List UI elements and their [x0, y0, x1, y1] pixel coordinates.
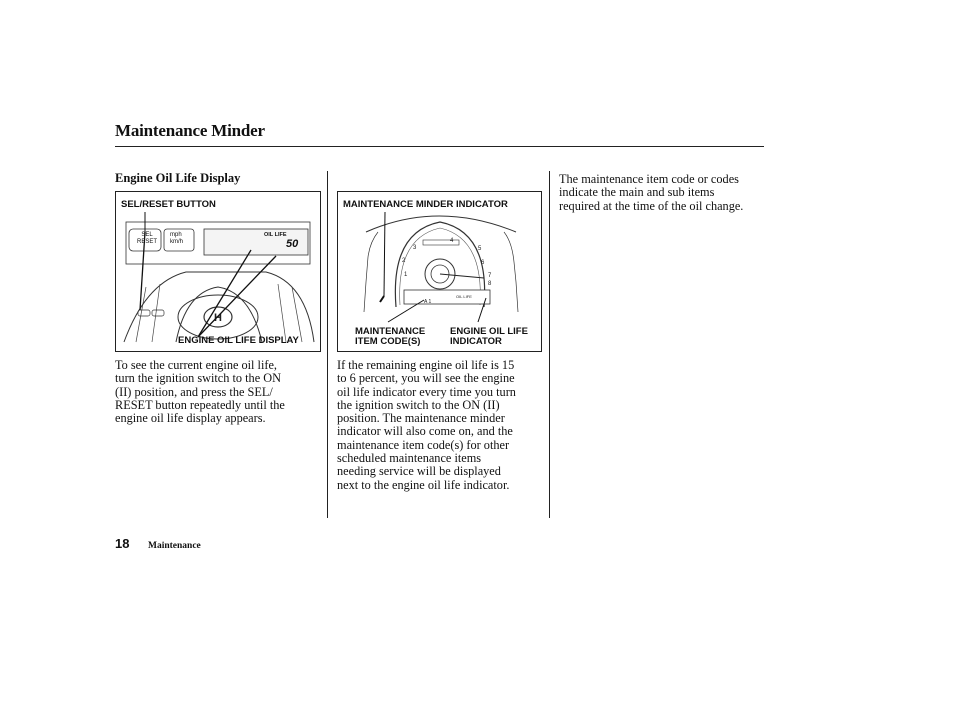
sel-reset-figure [115, 191, 321, 352]
engine-oil-life-indicator-label: ENGINE OIL LIFE INDICATOR [450, 326, 528, 347]
svg-text:OIL LIFE: OIL LIFE [456, 294, 472, 299]
oil-life-value: 50 [286, 238, 299, 250]
maintenance-item-codes-label: MAINTENANCE ITEM CODE(S) [355, 326, 426, 347]
dashboard-illustration [116, 192, 320, 351]
page-number: 18 [115, 536, 130, 551]
svg-text:5: 5 [478, 246, 482, 252]
column2-paragraph: If the remaining engine oil life is 15 to 6 percent, you will see the engine oil life indicator every time you turn the ignition switch to the ON (II) position. The maintenance minder indicator will also come on, and the maintenance item code(s) for other scheduled maintenance items needing service will be displayed next to the engine oil life indicator. [337, 358, 516, 492]
engine-oil-life-display-label: ENGINE OIL LIFE DISPLAY [178, 335, 299, 346]
svg-text:1: 1 [404, 272, 408, 278]
svg-text:6: 6 [481, 260, 485, 266]
sel-reset-button-text: SEL RESET [137, 232, 158, 245]
svg-text:2: 2 [402, 258, 406, 264]
svg-text:7: 7 [488, 273, 492, 279]
column-divider-right [549, 171, 550, 518]
svg-text:A 1: A 1 [424, 299, 432, 305]
page-title: Maintenance Minder [115, 121, 265, 140]
column1-paragraph: To see the current engine oil life, turn the ignition switch to the ON (II) position, and press the SEL/ RESET button repeatedly until the engine oil life display appears. [115, 358, 285, 426]
maintenance-minder-figure [337, 191, 542, 352]
svg-text:H: H [214, 312, 222, 324]
svg-text:3: 3 [413, 245, 417, 251]
column3-paragraph: The maintenance item code or codes indicate the main and sub items required at the time of the oil change. [559, 172, 744, 213]
sel-reset-button-label: SEL/RESET BUTTON [121, 199, 216, 210]
svg-text:8: 8 [488, 281, 492, 287]
section-subheading: Engine Oil Life Display [115, 171, 241, 185]
oil-life-caption: OIL LIFE [264, 232, 287, 238]
speed-unit-text: mph km/h [170, 232, 184, 245]
footer-section-name: Maintenance [148, 541, 201, 551]
title-rule [115, 146, 764, 147]
column-divider-left [327, 171, 328, 518]
svg-text:4: 4 [450, 238, 454, 244]
maintenance-minder-indicator-label: MAINTENANCE MINDER INDICATOR [343, 199, 508, 210]
